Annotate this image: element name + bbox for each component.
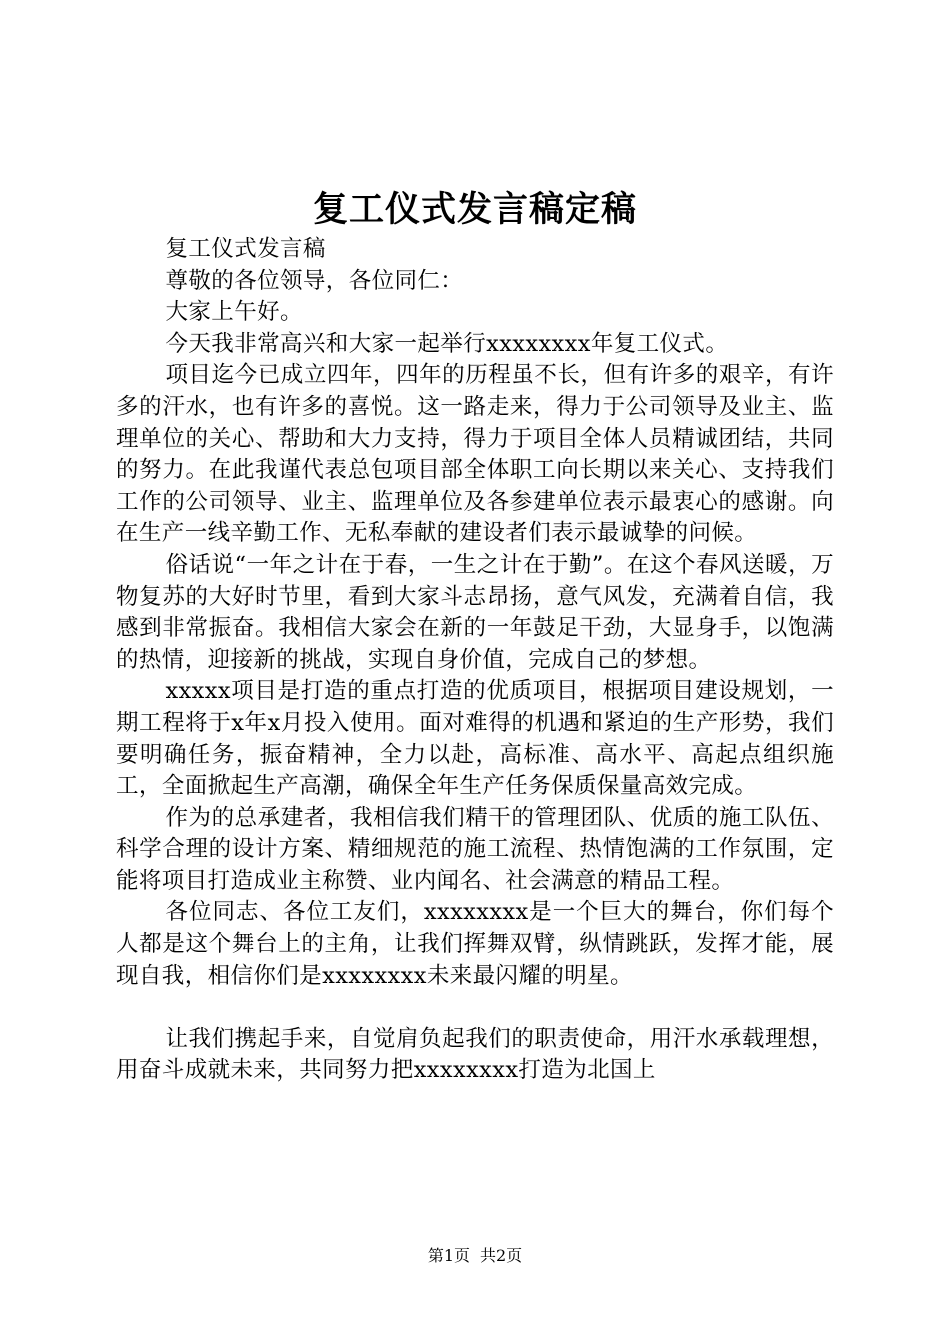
paragraph-stage: 各位同志、各位工友们，xxxxxxxx是一个巨大的舞台，你们每个人都是这个舞台上的主角，让我们挥舞双臂，纵情跳跃，发挥才能，展现自我，相信你们是xxxxxxxx未来最闪耀的明星。 (116, 899, 834, 989)
paragraph-spring: 俗话说“一年之计在于春，一生之计在于勤”。在这个春风送暖，万物复苏的大好时节里，看到大家斗志昂扬，意气风发，充满着自信，我感到非常振奋。我相信大家会在新的一年鼓足干劲，大显身手，以饱满的热情，迎接新的挑战，实现自身价值，完成自己的梦想。 (116, 551, 834, 673)
paragraph-salutation: 尊敬的各位领导，各位同仁： (165, 267, 464, 294)
page-footer (0, 1245, 950, 1267)
paragraph-project: xxxxx项目是打造的重点打造的优质项目，根据项目建设规划，一期工程将于x年x月投入使用。面对难得的机遇和紧迫的生产形势，我们要明确任务，振奋精神，全力以赴，高标准、高水平、高起点组织施工，全面掀起生产高潮，确保全年生产任务保质保量高效完成。 (116, 678, 834, 800)
paragraph-closing: 让我们携起手来，自觉肩负起我们的职责使命，用汗水承载理想，用奋斗成就未来，共同努力把xxxxxxxx打造为北国上 (116, 1025, 834, 1084)
paragraph-intro: 今天我非常高兴和大家一起举行xxxxxxxx年复工仪式。 (165, 330, 729, 357)
document-title: 复工仪式发言稿定稿 (312, 189, 637, 230)
page-number-current: 第1页 (427, 1246, 470, 1265)
paragraph-team: 作为的总承建者，我相信我们精干的管理团队、优质的施工队伍、科学合理的设计方案、精细规范的施工流程、热情饱满的工作氛围，定能将项目打造成业主称赞、业内闻名、社会满意的精品工程。 (116, 804, 834, 894)
document-body (116, 234, 834, 1087)
page-number-total: 共2页 (480, 1246, 523, 1265)
paragraph-heading: 复工仪式发言稿 (165, 236, 326, 262)
paragraph-history: 项目迄今已成立四年，四年的历程虽不长，但有许多的艰辛，有许多的汗水，也有许多的喜悦。这一路走来，得力于公司领导及业主、监理单位的关心、帮助和大力支持，得力于项目全体人员精诚团结，共同的努力。在此我谨代表总包项目部全体职工向长期以来关心、支持我们工作的公司领导、业主、监理单位及各参建单位表示最衷心的感谢。向在生产一线辛勤工作、无私奉献的建设者们表示最诚挚的问候。 (116, 362, 834, 547)
paragraph-greeting: 大家上午好。 (165, 299, 303, 326)
